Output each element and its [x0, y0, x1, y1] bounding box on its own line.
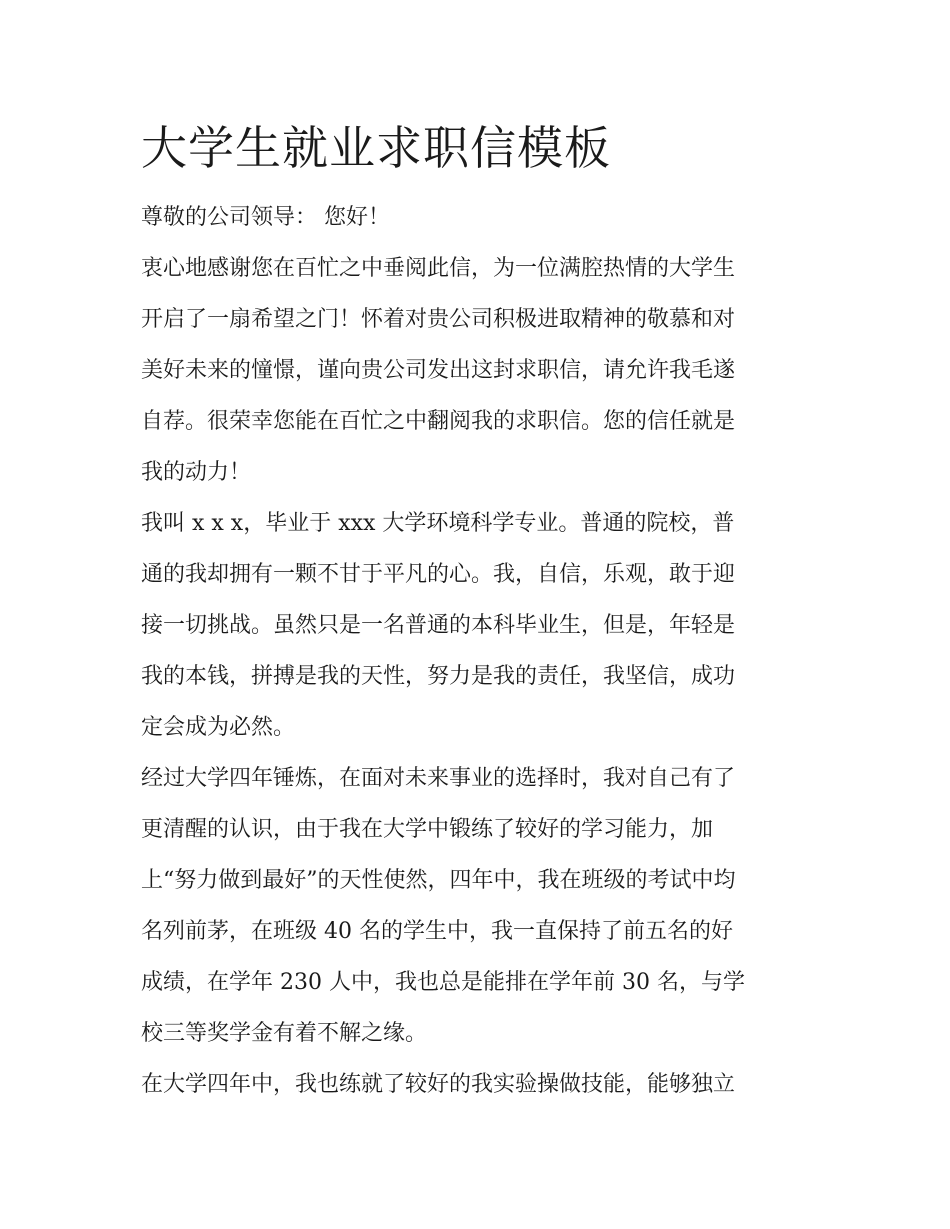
text-line: 衷心地感谢您在百忙之中垂阅此信，为一位满腔热情的大学生 — [141, 256, 736, 281]
text-line: 我的动力！ — [141, 460, 252, 485]
text-line: 更清醒的认识，由于我在大学中锻练了较好的学习能力，加 — [141, 817, 714, 842]
text-line: 自荐。很荣幸您能在百忙之中翻阅我的求职信。您的信任就是 — [141, 409, 736, 434]
text-line: 美好未来的憧憬，谨向贵公司发出这封求职信，请允许我毛遂 — [141, 358, 736, 383]
text-line: 上“努力做到最好”的天性使然，四年中，我在班级的考试中均 — [141, 868, 736, 893]
text-line: 名列前茅，在班级 40 名的学生中，我一直保持了前五名的好 — [141, 919, 733, 944]
text-line: 我的本钱，拼搏是我的天性，努力是我的责任，我坚信，成功 — [141, 664, 736, 689]
text-line: 成绩，在学年 230 人中，我也总是能排在学年前 30 名，与学 — [141, 970, 745, 995]
text-line: 开启了一扇希望之门！怀着对贵公司积极进取精神的敬慕和对 — [141, 307, 736, 332]
document-title: 大学生就业求职信模板 — [141, 121, 611, 175]
text-line: 定会成为必然。 — [141, 715, 296, 740]
text-line: 通的我却拥有一颗不甘于平凡的心。我，自信，乐观，敢于迎 — [141, 562, 736, 587]
text-line: 在大学四年中，我也练就了较好的我实验操做技能，能够独立 — [141, 1072, 736, 1097]
document-body — [141, 118, 813, 1110]
text-line: 接一切挑战。虽然只是一名普通的本科毕业生，但是，年轻是 — [141, 613, 736, 638]
text-line: 我叫 x x x，毕业于 xxx 大学环境科学专业。普通的院校，普 — [141, 511, 735, 536]
text-line: 校三等奖学金有着不解之缘。 — [141, 1021, 428, 1046]
text-line: 尊敬的公司领导： 您好！ — [141, 205, 390, 230]
text-line: 经过大学四年锤炼，在面对未来事业的选择时，我对自己有了 — [141, 766, 736, 791]
body-text — [141, 192, 813, 1110]
